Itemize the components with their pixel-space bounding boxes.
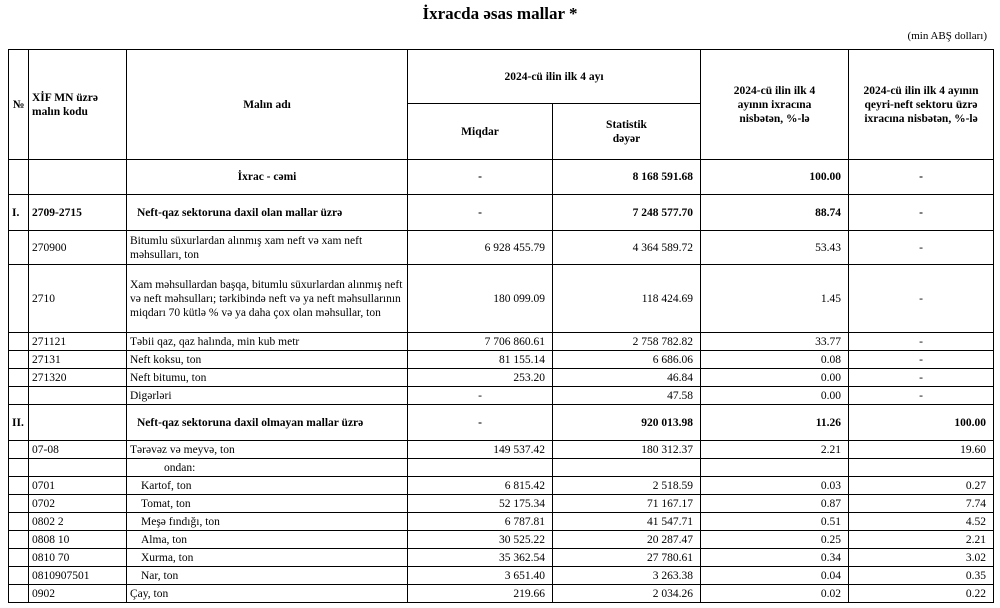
row-share: 88.74 xyxy=(701,195,849,231)
row-qty: 81 155.14 xyxy=(408,351,553,369)
row-share-nonoil: 2.21 xyxy=(849,531,994,549)
page-title: İxracda əsas mallar * xyxy=(422,4,578,23)
row-no xyxy=(9,549,29,567)
row-share-nonoil: - xyxy=(849,195,994,231)
table-row xyxy=(9,441,994,459)
table-row xyxy=(9,333,994,351)
row-qty: 52 175.34 xyxy=(408,495,553,513)
row-code: 0902 xyxy=(29,585,127,603)
row-no xyxy=(9,160,29,195)
row-share: 0.04 xyxy=(701,567,849,585)
table-row xyxy=(9,265,994,333)
row-value: 71 167.17 xyxy=(553,495,701,513)
row-share: 0.02 xyxy=(701,585,849,603)
row-code xyxy=(29,459,127,477)
row-value: 8 168 591.68 xyxy=(553,160,701,195)
row-no xyxy=(9,531,29,549)
row-name: Çay, ton xyxy=(127,585,408,603)
table-row xyxy=(9,459,994,477)
row-no xyxy=(9,231,29,265)
row-share: 0.08 xyxy=(701,351,849,369)
table-row xyxy=(9,231,994,265)
row-qty: - xyxy=(408,195,553,231)
row-share-nonoil: 7.74 xyxy=(849,495,994,513)
row-code: 270900 xyxy=(29,231,127,265)
row-value: 3 263.38 xyxy=(553,567,701,585)
table-row xyxy=(9,160,994,195)
row-share-nonoil: 0.35 xyxy=(849,567,994,585)
row-name: Tərəvəz və meyvə, ton xyxy=(127,441,408,459)
row-share: 0.00 xyxy=(701,369,849,387)
row-qty: 6 815.42 xyxy=(408,477,553,495)
row-value: 920 013.98 xyxy=(553,405,701,441)
row-name: Xam məhsullardan başqa, bitumlu süxurlardan alınmış neft və neft məhsulları; tərkibində neft və ya neft məhsullarının miqdarı 70 kütlə % və ya daha çox olan məhsullar, ton xyxy=(127,265,408,333)
header-period: 2024-cü ilin ilk 4 ayı xyxy=(408,50,701,104)
row-name: Neft-qaz sektoruna daxil olan mallar üzrə xyxy=(127,195,408,231)
row-share-nonoil: - xyxy=(849,265,994,333)
row-value: 4 364 589.72 xyxy=(553,231,701,265)
row-no xyxy=(9,265,29,333)
row-code: 0810 70 xyxy=(29,549,127,567)
table-row xyxy=(9,585,994,603)
row-value: 46.84 xyxy=(553,369,701,387)
table-row xyxy=(9,477,994,495)
row-qty: 3 651.40 xyxy=(408,567,553,585)
row-no xyxy=(9,477,29,495)
row-qty: 6 928 455.79 xyxy=(408,231,553,265)
row-name: Kartof, ton xyxy=(127,477,408,495)
row-value: 47.58 xyxy=(553,387,701,405)
header-share-nonoil: 2024-cü ilin ilk 4 ayının qeyri-neft sektoru üzrə ixracına nisbətən, %-lə xyxy=(849,50,994,160)
header-quantity: Miqdar xyxy=(408,104,553,160)
header-share: 2024-cü ilin ilk 4 ayının ixracına nisbətən, %-lə xyxy=(701,50,849,160)
header-value-line1: Statistik xyxy=(606,118,647,131)
table-row xyxy=(9,387,994,405)
row-share: 100.00 xyxy=(701,160,849,195)
row-value: 7 248 577.70 xyxy=(553,195,701,231)
row-no xyxy=(9,441,29,459)
row-share: 0.03 xyxy=(701,477,849,495)
row-value: 180 312.37 xyxy=(553,441,701,459)
table-row xyxy=(9,549,994,567)
row-share-nonoil: 0.27 xyxy=(849,477,994,495)
header-no: № xyxy=(9,50,29,160)
table-row xyxy=(9,195,994,231)
row-share-nonoil: 3.02 xyxy=(849,549,994,567)
row-qty: - xyxy=(408,405,553,441)
row-share: 0.51 xyxy=(701,513,849,531)
row-name: Bitumlu süxurlardan alınmış xam neft və xam neft məhsulları, ton xyxy=(127,231,408,265)
row-code: 271320 xyxy=(29,369,127,387)
row-share-nonoil: - xyxy=(849,160,994,195)
row-share-nonoil: - xyxy=(849,333,994,351)
row-value xyxy=(553,459,701,477)
header-value xyxy=(553,104,701,160)
row-name: Tomat, ton xyxy=(127,495,408,513)
row-code: 0802 2 xyxy=(29,513,127,531)
row-share-nonoil: 19.60 xyxy=(849,441,994,459)
row-share: 53.43 xyxy=(701,231,849,265)
row-qty: 6 787.81 xyxy=(408,513,553,531)
row-no xyxy=(9,459,29,477)
row-qty: 219.66 xyxy=(408,585,553,603)
row-value: 118 424.69 xyxy=(553,265,701,333)
table-row xyxy=(9,567,994,585)
row-code xyxy=(29,160,127,195)
row-code: 0701 xyxy=(29,477,127,495)
table-row xyxy=(9,351,994,369)
row-code: 07-08 xyxy=(29,441,127,459)
row-no xyxy=(9,333,29,351)
row-code: 0702 xyxy=(29,495,127,513)
row-no xyxy=(9,369,29,387)
header-name: Malın adı xyxy=(127,50,408,160)
row-qty: 7 706 860.61 xyxy=(408,333,553,351)
row-name: Nar, ton xyxy=(127,567,408,585)
row-share-nonoil: - xyxy=(849,387,994,405)
row-share-nonoil: 100.00 xyxy=(849,405,994,441)
row-code: 2709-2715 xyxy=(29,195,127,231)
row-value: 6 686.06 xyxy=(553,351,701,369)
row-name: Neft-qaz sektoruna daxil olmayan mallar üzrə xyxy=(127,405,408,441)
row-name: Alma, ton xyxy=(127,531,408,549)
row-name: Digərləri xyxy=(127,387,408,405)
row-qty: 253.20 xyxy=(408,369,553,387)
row-share-nonoil: - xyxy=(849,231,994,265)
row-no: I. xyxy=(9,195,29,231)
row-share xyxy=(701,459,849,477)
row-no xyxy=(9,567,29,585)
row-code: 27131 xyxy=(29,351,127,369)
row-value: 27 780.61 xyxy=(553,549,701,567)
row-share-nonoil: - xyxy=(849,351,994,369)
row-value: 41 547.71 xyxy=(553,513,701,531)
row-share-nonoil: 4.52 xyxy=(849,513,994,531)
row-share: 0.87 xyxy=(701,495,849,513)
row-code xyxy=(29,405,127,441)
row-share-nonoil: 0.22 xyxy=(849,585,994,603)
row-name: Neft bitumu, ton xyxy=(127,369,408,387)
table-row xyxy=(9,369,994,387)
table-row xyxy=(9,405,994,441)
row-qty: 149 537.42 xyxy=(408,441,553,459)
row-share: 33.77 xyxy=(701,333,849,351)
row-no xyxy=(9,585,29,603)
row-qty: 180 099.09 xyxy=(408,265,553,333)
row-share: 2.21 xyxy=(701,441,849,459)
row-code: 0810907501 xyxy=(29,567,127,585)
row-no: II. xyxy=(9,405,29,441)
header-value-line2: dəyər xyxy=(612,132,641,145)
row-code: 2710 xyxy=(29,265,127,333)
row-qty: - xyxy=(408,160,553,195)
row-share-nonoil xyxy=(849,459,994,477)
row-qty: 35 362.54 xyxy=(408,549,553,567)
row-qty: 30 525.22 xyxy=(408,531,553,549)
table-row xyxy=(9,513,994,531)
row-value: 2 034.26 xyxy=(553,585,701,603)
row-no xyxy=(9,513,29,531)
row-code: 271121 xyxy=(29,333,127,351)
exports-table xyxy=(8,49,994,603)
row-share: 11.26 xyxy=(701,405,849,441)
row-value: 20 287.47 xyxy=(553,531,701,549)
unit-note: (min ABŞ dolları) xyxy=(907,30,987,42)
row-name: Meşə fındığı, ton xyxy=(127,513,408,531)
row-qty: - xyxy=(408,387,553,405)
row-name: Təbii qaz, qaz halında, min kub metr xyxy=(127,333,408,351)
table-row xyxy=(9,495,994,513)
row-name: İxrac - cəmi xyxy=(127,160,408,195)
row-name: Neft koksu, ton xyxy=(127,351,408,369)
table-row xyxy=(9,531,994,549)
header-code: XİF MN üzrə malın kodu xyxy=(29,50,127,160)
row-no xyxy=(9,387,29,405)
row-name: ondan: xyxy=(127,459,408,477)
row-value: 2 758 782.82 xyxy=(553,333,701,351)
row-share: 0.25 xyxy=(701,531,849,549)
row-name: Xurma, ton xyxy=(127,549,408,567)
row-share-nonoil: - xyxy=(849,369,994,387)
row-no xyxy=(9,495,29,513)
row-qty xyxy=(408,459,553,477)
row-share: 0.34 xyxy=(701,549,849,567)
row-share: 1.45 xyxy=(701,265,849,333)
row-code: 0808 10 xyxy=(29,531,127,549)
row-code xyxy=(29,387,127,405)
row-value: 2 518.59 xyxy=(553,477,701,495)
row-no xyxy=(9,351,29,369)
row-share: 0.00 xyxy=(701,387,849,405)
